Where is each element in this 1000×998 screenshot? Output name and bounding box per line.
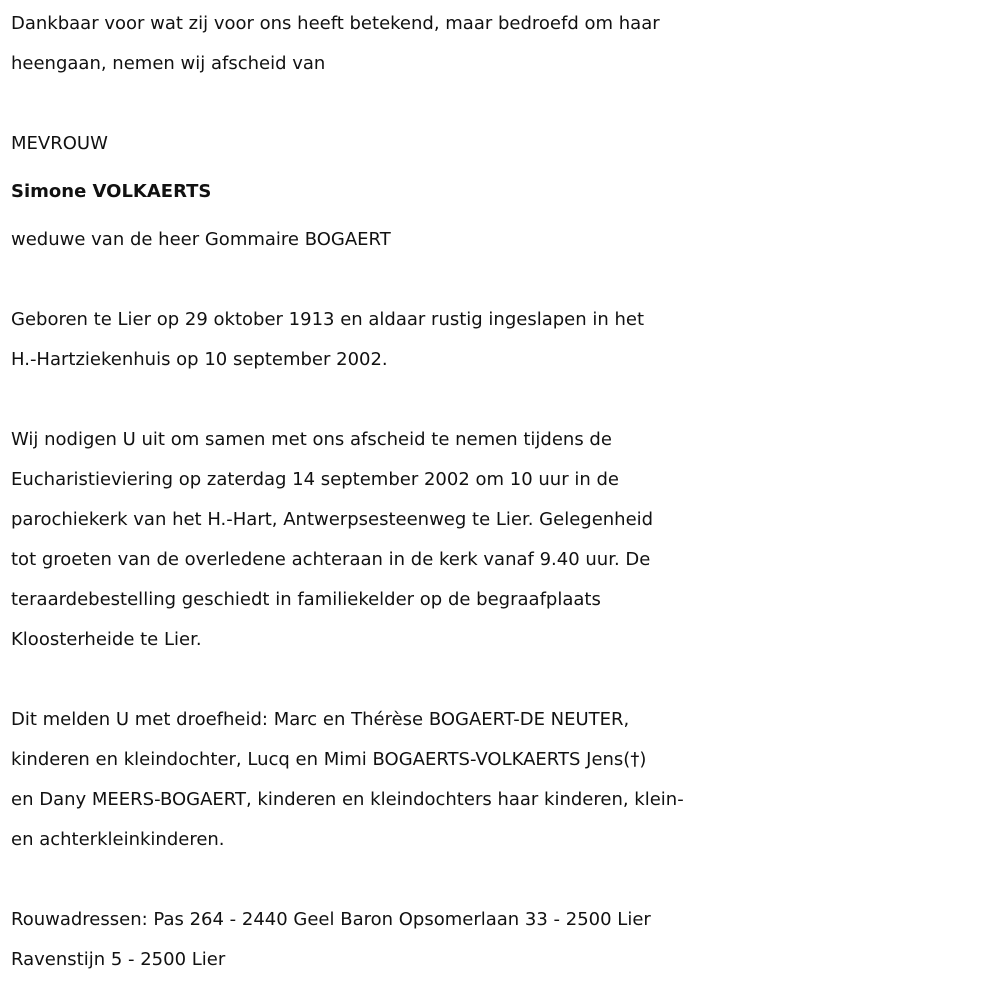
addresses-paragraph <box>11 900 996 980</box>
family-line: kinderen en kleindochter, Lucq en Mimi BOGAERTS-VOLKAERTS Jens(†) <box>11 749 647 770</box>
family-line: Dit melden U met droefheid: Marc en Thérèse BOGAERT-DE NEUTER, <box>11 709 630 730</box>
intro-line: Dankbaar voor wat zij voor ons heeft betekend, maar bedroefd om haar <box>11 13 660 34</box>
family-line: en achterkleinkinderen. <box>11 829 225 850</box>
ceremony-line: Eucharistieviering op zaterdag 14 september 2002 om 10 uur in de <box>11 469 619 490</box>
birth-death-paragraph <box>11 300 996 380</box>
obituary-document <box>11 4 996 980</box>
address-line: Rouwadressen: Pas 264 - 2440 Geel Baron Opsomerlaan 33 - 2500 Lier <box>11 909 651 930</box>
paragraph-spacer <box>11 380 996 420</box>
paragraph-spacer <box>11 660 996 700</box>
name-spacer <box>11 212 996 220</box>
ceremony-line: Kloosterheide te Lier. <box>11 629 202 650</box>
paragraph-spacer <box>11 860 996 900</box>
family-paragraph <box>11 700 996 860</box>
paragraph-spacer <box>11 84 996 124</box>
intro-paragraph <box>11 4 996 84</box>
birth-death-line: Geboren te Lier op 29 oktober 1913 en aldaar rustig ingeslapen in het <box>11 309 645 330</box>
birth-death-line: H.-Hartziekenhuis op 10 september 2002. <box>11 349 388 370</box>
intro-line: heengaan, nemen wij afscheid van <box>11 53 326 74</box>
family-line: en Dany MEERS-BOGAERT, kinderen en kleindochters haar kinderen, klein- <box>11 789 684 810</box>
title-spacer <box>11 164 996 172</box>
ceremony-line: tot groeten van de overledene achteraan in de kerk vanaf 9.40 uur. De <box>11 549 651 570</box>
deceased-block <box>11 124 996 260</box>
deceased-title: MEVROUW <box>11 133 108 154</box>
paragraph-spacer <box>11 260 996 300</box>
ceremony-line: Wij nodigen U uit om samen met ons afscheid te nemen tijdens de <box>11 429 612 450</box>
ceremony-paragraph <box>11 420 996 660</box>
ceremony-line: parochiekerk van het H.-Hart, Antwerpsesteenweg te Lier. Gelegenheid <box>11 509 654 530</box>
deceased-name: Simone VOLKAERTS <box>11 181 212 202</box>
deceased-relation: weduwe van de heer Gommaire BOGAERT <box>11 229 391 250</box>
ceremony-line: teraardebestelling geschiedt in familiekelder op de begraafplaats <box>11 589 601 610</box>
address-line: Ravenstijn 5 - 2500 Lier <box>11 949 226 970</box>
